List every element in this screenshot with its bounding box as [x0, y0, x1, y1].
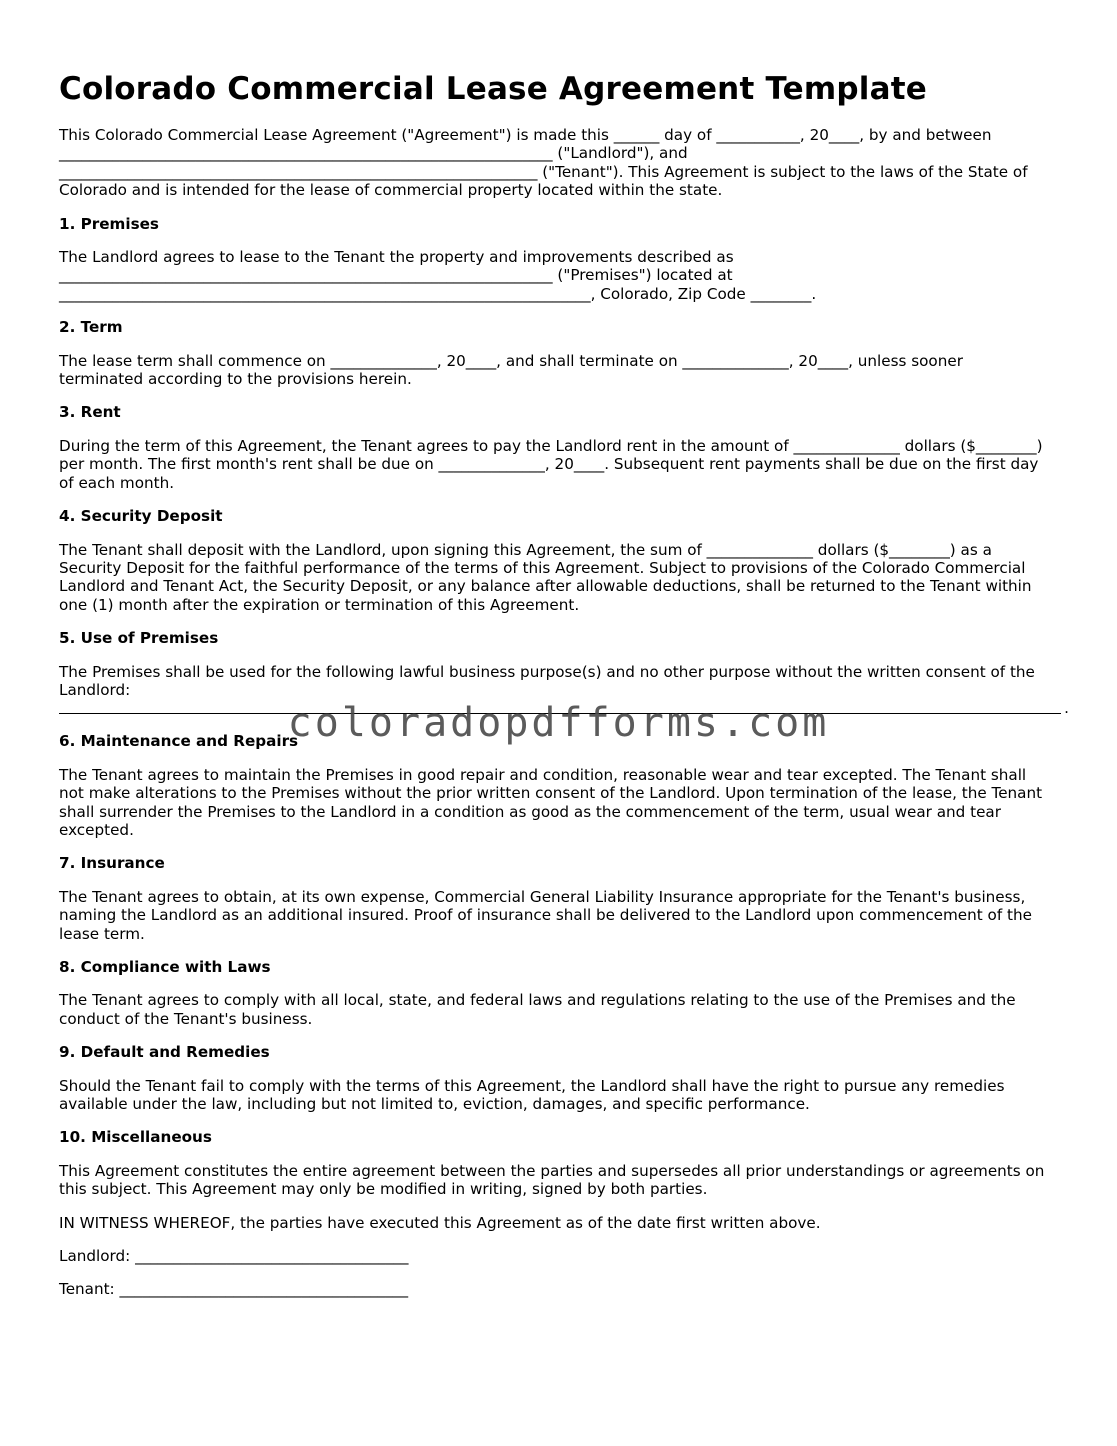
section-insurance — [59, 854, 1061, 943]
watermark-text: coloradopdfforms.com — [287, 700, 830, 746]
section-heading: 1. Premises — [59, 214, 159, 233]
section-rent — [59, 403, 1061, 492]
section-security-deposit — [59, 507, 1061, 614]
section-text: The Tenant agrees to maintain the Premises in good repair and condition, reasonable wear and tear excepted. The Tenant shall not make alterations to the Premises without the prior written consent of the Landlord. Upon termination of the lease, the Tenant shall surrender the Premises to the Landlord in a condition as good as the commencement of the term, usual wear and tear excepted. — [59, 765, 1043, 839]
section-default-remedies — [59, 1043, 1061, 1113]
section-text: Should the Tenant fail to comply with the terms of this Agreement, the Landlord shall have the right to pursue any remedies available under the law, including but not limited to, eviction, damages, and specific performance. — [59, 1076, 1005, 1114]
section-heading: 5. Use of Premises — [59, 629, 219, 648]
section-heading: 8. Compliance with Laws — [59, 958, 271, 976]
document-page — [59, 68, 1069, 1314]
section-use-of-premises — [59, 629, 1069, 718]
document-title: Colorado Commercial Lease Agreement Template — [59, 71, 927, 107]
section-text: The Tenant agrees to comply with all local, state, and federal laws and regulations relating to the use of the Premises and the conduct of the Tenant's business. — [59, 991, 1016, 1028]
section-heading: 3. Rent — [59, 403, 121, 422]
business-purpose-blank-line — [59, 699, 1069, 718]
section-text: The Tenant agrees to obtain, at its own expense, Commercial General Liability Insurance appropriate for the Tenant's business, naming the Landlord as an additional insured. Proof of insurance shall be delivered to the Landlord upon commencement of the lease term. — [59, 887, 1032, 943]
section-premises — [59, 215, 1061, 304]
section-miscellaneous — [59, 1128, 1061, 1198]
section-term — [59, 318, 1061, 388]
section-maintenance — [59, 732, 1061, 839]
section-text: The Premises shall be used for the following lawful business purpose(s) and no other purpose without the written consent of the Landlord: — [59, 662, 1035, 699]
section-heading: 2. Term — [59, 318, 123, 337]
line-end-period: . — [1064, 699, 1069, 718]
section-text: This Agreement constitutes the entire agreement between the parties and supersedes all prior understandings or agreements on this subject. This Agreement may only be modified in writing, signed by both parties. — [59, 1161, 1045, 1199]
section-text: The lease term shall commence on ______________, 20____, and shall terminate on ______________, 20____, unless sooner terminated according to the provisions herein. — [59, 351, 963, 389]
intro-paragraph: This Colorado Commercial Lease Agreement ("Agreement") is made this ______ day of ___________, 20____, by and between _________________________________________________________________ ("Landlord"), and _______________________________________________________________ ("Tenant"). This Agreement is subject to the laws of the State of Colorado and is intended for the lease of commercial property located within the state. — [59, 126, 1028, 200]
witness-statement: IN WITNESS WHEREOF, the parties have executed this Agreement as of the date first written above. — [59, 1213, 821, 1232]
section-heading: 6. Maintenance and Repairs — [59, 732, 299, 751]
section-heading: 10. Miscellaneous — [59, 1128, 212, 1147]
section-text: The Landlord agrees to lease to the Tenant the property and improvements described as _________________________________________________________________ ("Premises") located at ______________________________________________________________________, Colorado, Zip Code ________. — [59, 248, 817, 303]
section-heading: 7. Insurance — [59, 854, 165, 873]
landlord-signature-line: Landlord: ____________________________________ — [59, 1247, 409, 1266]
tenant-signature-line: Tenant: ______________________________________ — [59, 1280, 409, 1299]
section-text: The Tenant shall deposit with the Landlord, upon signing this Agreement, the sum of ______________ dollars ($________) as a Security Deposit for the faithful performance of the terms of this Agreement. Subject to provisions of the Colorado Commercial Landlord and Tenant Act, the Security Deposit, or any balance after allowable deductions, shall be returned to the Tenant within one (1) month after the expiration or termination of this Agreement. — [59, 540, 1032, 614]
section-compliance — [59, 958, 1061, 1028]
section-heading: 9. Default and Remedies — [59, 1043, 270, 1062]
blank-rule — [59, 713, 1061, 714]
section-heading: 4. Security Deposit — [59, 507, 223, 526]
section-text: During the term of this Agreement, the Tenant agrees to pay the Landlord rent in the amount of ______________ dollars ($________) per month. The first month's rent shall be due on ______________, 20____. Subsequent rent payments shall be due on the first day of each month. — [59, 436, 1043, 492]
